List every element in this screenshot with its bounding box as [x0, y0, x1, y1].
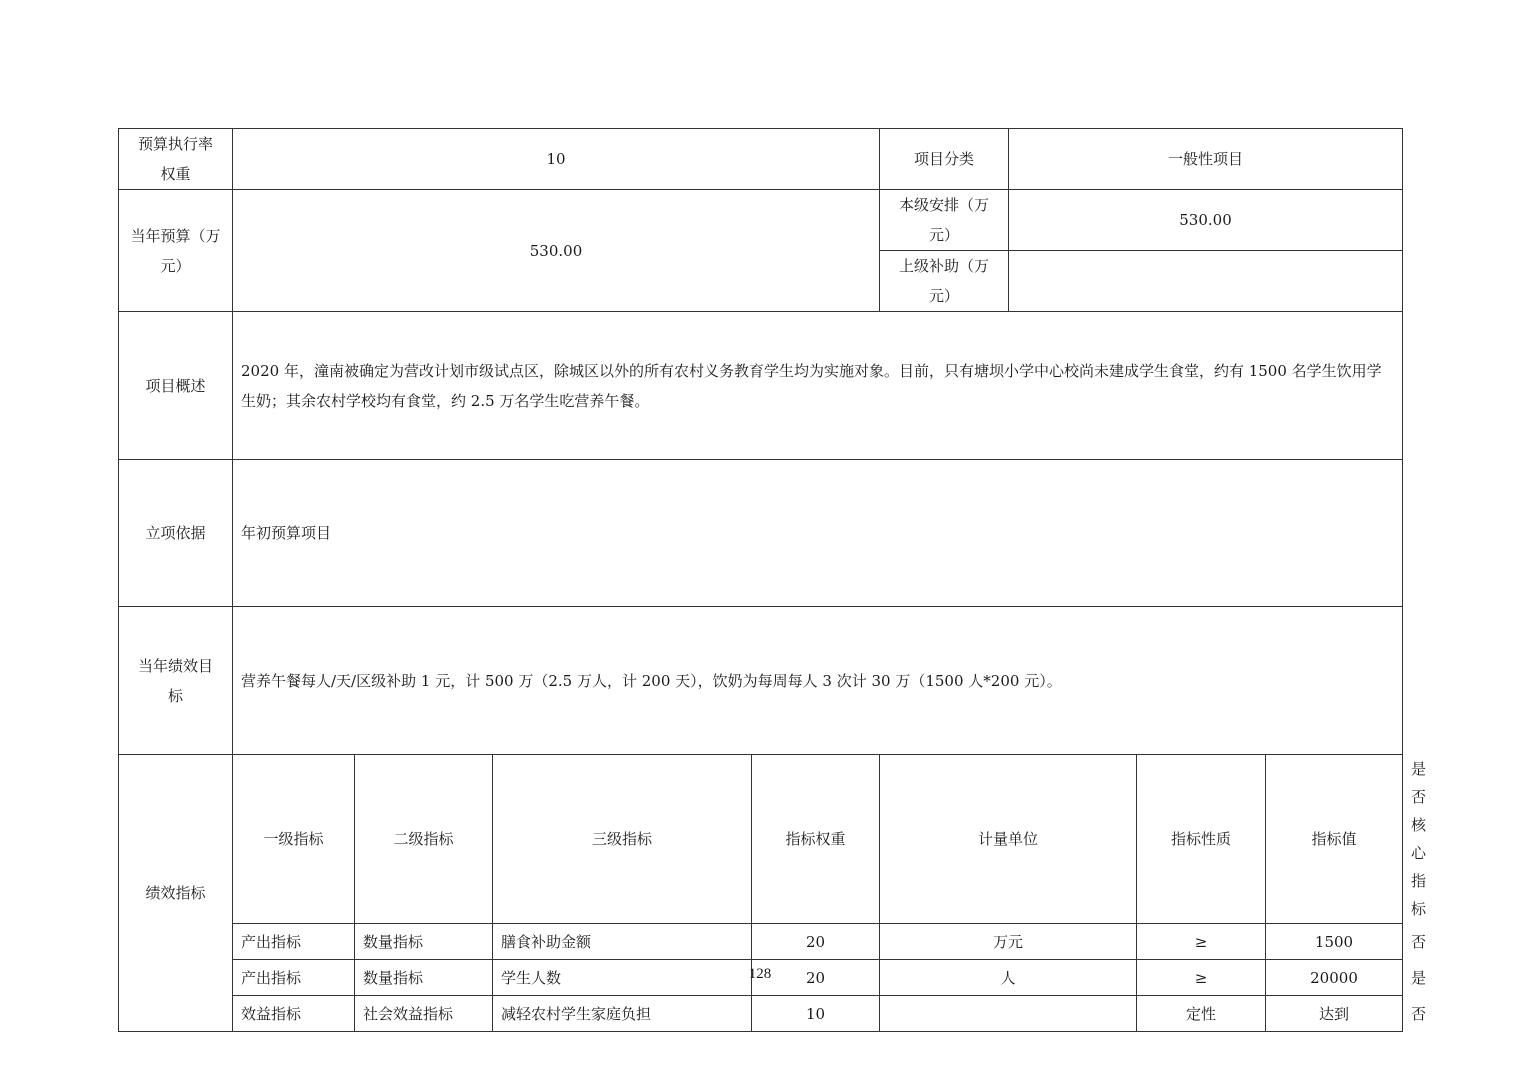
- project-table: 预算执行率权重 10 项目分类 一般性项目 当年预算（万元） 530.00 本级安排（万元） 530.00 上级补助（万元） 项目概述 2020 年，潼南被确定为营改计划市级试点区，除城区以外的所有农村义务教育学生均为实施对象。目前，只有塘坝小学中心校尚未建成学生食堂，约有 1500 名学生饮用学生奶；其余农村学校均有食堂，约 2.5 万名学生吃营养午餐。 立项依据 年初预算项目 当年绩效目标 营养午餐每人/天/区级补助 1 元，计 500 万（2.5 万人，计 200 天），饮奶为每周每人 3 次计 30 万（1500 人*200 元）。 绩效指标 一级指标 二级指标 三级指标 指标权重 计量单位 指标性质 指标值 是否核心指标 产出指标 数量指标 膳食补助金额 20 万元 ≥ 1500 否 产出指标 数量指标 学生人数 20 人 ≥ 20000 是 效益指标 社会效益指标 减轻农村学生家庭负担 10 定性 达到 否: [118, 128, 1403, 1032]
- indicator-header: 二级指标: [355, 755, 493, 924]
- indicator-header: 指标权重: [752, 755, 880, 924]
- indicator-header: 指标值: [1266, 755, 1403, 924]
- local-value: 530.00: [1009, 190, 1403, 251]
- category-label: 项目分类: [880, 129, 1009, 190]
- page-number: 128: [748, 966, 772, 982]
- overview-text: 2020 年，潼南被确定为营改计划市级试点区，除城区以外的所有农村义务教育学生均为实施对象。目前，只有塘坝小学中心校尚未建成学生食堂，约有 1500 名学生饮用学生奶；其余农村学校均有食堂，约 2.5 万名学生吃营养午餐。: [233, 312, 1403, 460]
- level2-cell: 数量指标: [355, 924, 493, 960]
- indicator-header: 指标性质: [1137, 755, 1266, 924]
- nature-cell: 定性: [1137, 996, 1266, 1032]
- level2-cell: 数量指标: [355, 960, 493, 996]
- level1-cell: 产出指标: [233, 960, 355, 996]
- local-label: 本级安排（万元）: [880, 190, 1009, 251]
- level3-cell: 减轻农村学生家庭负担: [493, 996, 752, 1032]
- basis-label: 立项依据: [119, 460, 233, 607]
- weight-cell: 20: [752, 924, 880, 960]
- unit-cell: [880, 996, 1137, 1032]
- nature-cell: ≥: [1137, 924, 1266, 960]
- weight-cell: 10: [752, 996, 880, 1032]
- nature-cell: ≥: [1137, 960, 1266, 996]
- goal-text: 营养午餐每人/天/区级补助 1 元，计 500 万（2.5 万人，计 200 天），饮奶为每周每人 3 次计 30 万（1500 人*200 元）。: [233, 607, 1403, 755]
- indicator-label: 绩效指标: [119, 755, 233, 1032]
- weight-cell: 20: [752, 960, 880, 996]
- weight-value: 10: [233, 129, 880, 190]
- value-cell: 20000: [1266, 960, 1403, 996]
- table-row: 产出指标 数量指标 学生人数 20 人 ≥ 20000 是: [119, 960, 1403, 996]
- budget-value: 530.00: [233, 190, 880, 312]
- level2-cell: 社会效益指标: [355, 996, 493, 1032]
- budget-label: 当年预算（万元）: [119, 190, 233, 312]
- table-row: 效益指标 社会效益指标 减轻农村学生家庭负担 10 定性 达到 否: [119, 996, 1403, 1032]
- value-cell: 1500: [1266, 924, 1403, 960]
- value-cell: 达到: [1266, 996, 1403, 1032]
- unit-cell: 万元: [880, 924, 1137, 960]
- indicator-header: 计量单位: [880, 755, 1137, 924]
- indicator-header: 三级指标: [493, 755, 752, 924]
- table-row: 产出指标 数量指标 膳食补助金额 20 万元 ≥ 1500 否: [119, 924, 1403, 960]
- indicator-header: 一级指标: [233, 755, 355, 924]
- weight-label: 预算执行率权重: [119, 129, 233, 190]
- goal-label: 当年绩效目标: [119, 607, 233, 755]
- level1-cell: 产出指标: [233, 924, 355, 960]
- category-value: 一般性项目: [1009, 129, 1403, 190]
- level1-cell: 效益指标: [233, 996, 355, 1032]
- basis-text: 年初预算项目: [233, 460, 1403, 607]
- level3-cell: 膳食补助金额: [493, 924, 752, 960]
- overview-label: 项目概述: [119, 312, 233, 460]
- level3-cell: 学生人数: [493, 960, 752, 996]
- upper-value: [1009, 251, 1403, 312]
- upper-label: 上级补助（万元）: [880, 251, 1009, 312]
- unit-cell: 人: [880, 960, 1137, 996]
